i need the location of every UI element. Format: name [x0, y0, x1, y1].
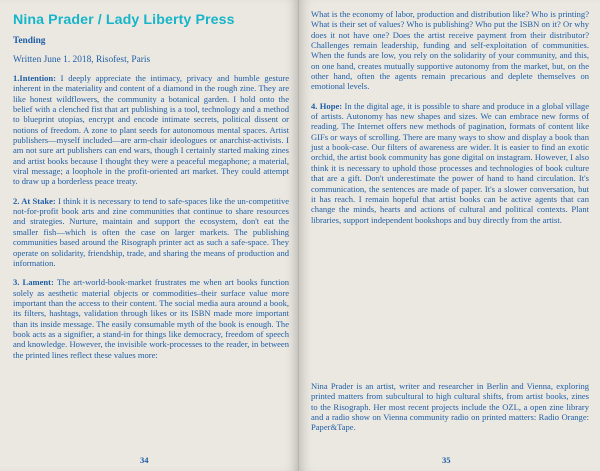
left-page	[0, 0, 299, 471]
paragraph-lead: 4. Hope:	[311, 100, 343, 111]
date-location: Written June 1. 2018, Risofest, Paris	[13, 55, 151, 65]
article-title: Nina Prader / Lady Liberty Press	[13, 12, 235, 28]
paragraph-text: What is the economy of labor, production and distribution like? Who is printing? What is their set of values? Who is publishing? Who put the ISBN on it? Or why does it not have one? Does the artist receive payment from their distributor? Challenges remain leadership, funding and self-exploitation of communities. When the funds are low, you rely on the solidarity of your community, and this, on one hand, creates mutually supportive autonomy from the market, but, on the other hand, often the agents remain precarious and deplete themselves on emotional levels.	[311, 9, 589, 92]
paragraph-lead: 1.Intention:	[13, 73, 56, 83]
paragraph-at-stake	[13, 196, 289, 268]
paragraph-text: I deeply appreciate the intimacy, privacy and humble gesture inherent in the materiality and content of a diamond in the rough zine. They are like honest wildflowers, the community a botanical garden. I hold onto the belief with a clenched fist that art publishing is a tool, technology and a method to blueprint utopias, encrypt and encode intimate secrets, political dissent or notions of freedom. A zone to plant seeds for autonomous mental spaces. Artist publishers—myself included—are arm-chair ideologues or anarchist-activists. I am not sure art publishers can end wars, though I certainly started making zines and artist books because I thought they were a peaceful megaphone; a material, viral message; a loophole in the profit-oriented art market. They could attempt to draw up a borderless peace treaty.	[13, 73, 290, 187]
paragraph-continued	[311, 9, 589, 92]
section-label: Tending	[13, 36, 46, 46]
right-page	[299, 0, 600, 471]
paragraph-hope	[311, 101, 589, 225]
paragraph-text: In the digital age, it is possible to share and produce in a global village of artists. Autonomy has new shapes and sizes. We can embrace new forms of reading. The Internet offers new methods of pagination, formats of content like GIFs or ways of scrolling. There are many ways to show and display a book than just a book-case. Our filters of awareness are wider. It is easier to find an exotic orchid, the artist book community has gone digital on instagram. However, I also think it is necessary to uphold those processes and technologies of book culture that are a gift. Don't underestimate the power of hand to hand circulation. It's communication, the sentences are made of paper. It's a slower conversation, but it has reach. I remain hopeful that artist books can be active agents that can change the minds, hearts and actions of cultural and political contexts. Plant libraries, support independent bookshops and buy directly from the artist.	[311, 100, 590, 225]
page-number: 35	[442, 455, 451, 465]
paragraph-lead: 3. Lament:	[13, 277, 54, 288]
author-bio: Nina Prader is an artist, writer and researcher in Berlin and Vienna, exploring printed matters from subcultural to high cultural shifts, from artist books, zines to the Risograph. Her most recent projects include the OZL, a open zine library and a radio show on Vienna community radio on printed matters: Radio Orange: Paper&Tape.	[311, 381, 589, 433]
paragraph-lead: 2. At Stake:	[13, 195, 56, 206]
page-number: 34	[140, 455, 149, 465]
paragraph-text: The art-world-book-market frustrates me when art books function solely as aesthetic material objects or commodities–their surface value more important than the access to their content. The social media aura around a book, its filters, hashtags, validation through likes or its ISBN made more important than its inside message. The easily consumable myth of the book is enough. The book acts as a signifier, a stand-in for things like democracy, freedom of speech and knowledge. However, the invisible work-processes to the reader, in between the printed lines reflect these values more:	[13, 277, 290, 360]
paragraph-text: I think it is necessary to tend to safe-spaces like the un-competitive not-for-profit book arts and zine communities that continue to share resources and strategies. Nurture, maintain and support the ecosystem, don't eat the smaller fish—which is often the case on larger markets. The publishing communities based around the Risograph printer act as such a safe-space. They operate on solidarity, friendship, trade, and sharing the means of production and information.	[13, 195, 290, 268]
paragraph-lament	[13, 277, 289, 360]
paragraph-intention	[13, 73, 289, 187]
